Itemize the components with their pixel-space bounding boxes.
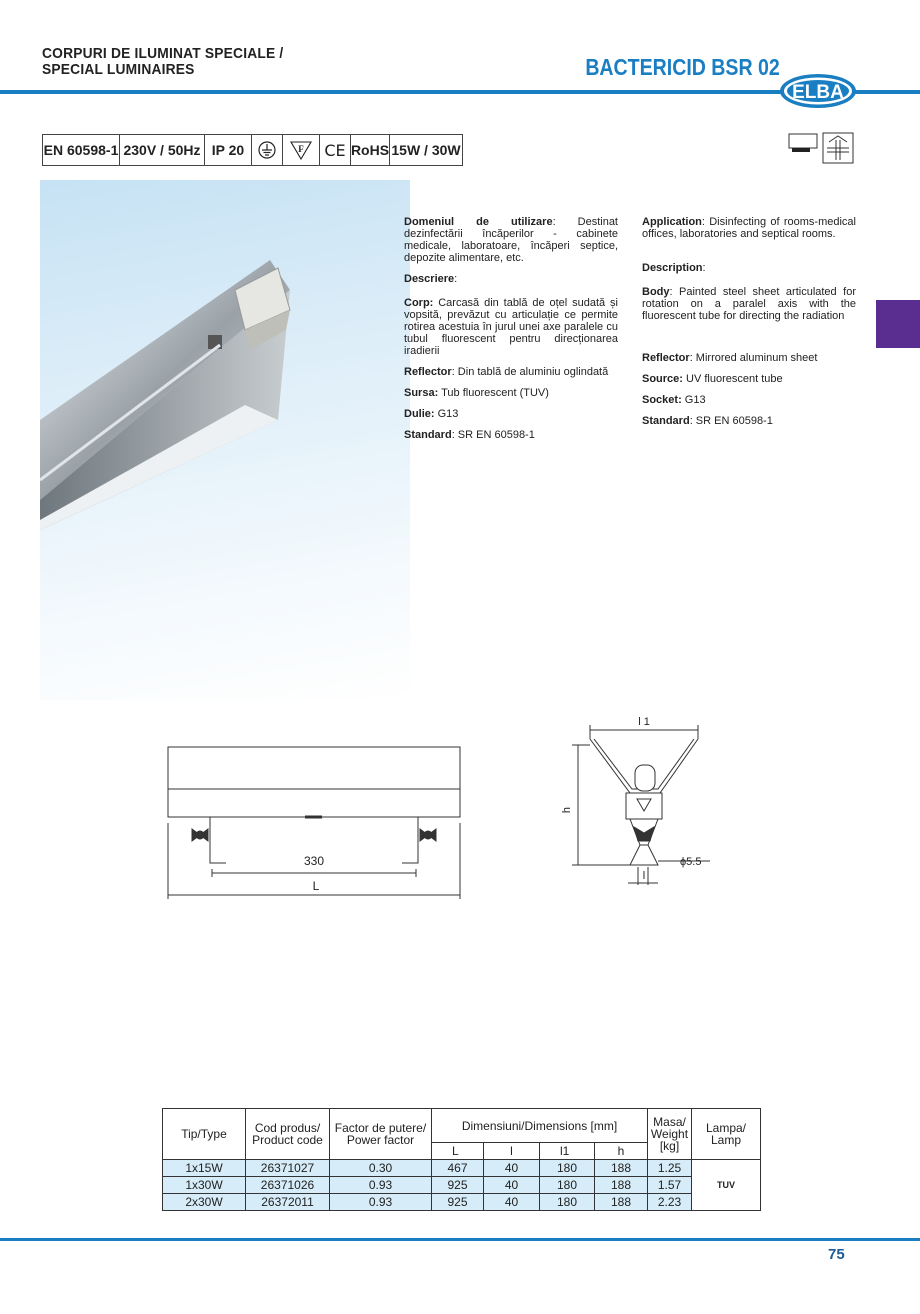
- page-number: 75: [828, 1246, 845, 1263]
- col-dim-L: L: [432, 1143, 484, 1160]
- ceiling-mount-icon: [822, 132, 854, 164]
- svg-text:F: F: [298, 144, 304, 154]
- mounting-icons: [788, 132, 854, 164]
- col-mass: Masa/ Weight [kg]: [648, 1109, 692, 1160]
- col-lamp: Lampa/ Lamp: [692, 1109, 761, 1160]
- category-heading: [42, 46, 283, 78]
- ce-mark: CE: [320, 135, 351, 165]
- dim-hole: ϕ5.5: [680, 856, 702, 868]
- col-dim-h: h: [595, 1143, 648, 1160]
- table-row: 1x30W 26371026 0.93 925 40 180 188 1.57: [163, 1177, 761, 1194]
- section-tab: [876, 300, 920, 348]
- source-ro: Sursa: Tub fluorescent (TUV): [404, 387, 549, 399]
- description-ro: [404, 216, 618, 450]
- col-type: Tip/Type: [163, 1109, 246, 1160]
- usage-ro-label: Domeniul de utilizare: [404, 216, 553, 228]
- product-table: [162, 1108, 761, 1211]
- description-ro-heading: Descriere:: [404, 273, 458, 285]
- reflector-ro: Reflector: Din tablă de aluminiu oglindată: [404, 366, 609, 378]
- standard-en: Standard: SR EN 60598-1: [642, 415, 773, 427]
- standard-ro: Standard: SR EN 60598-1: [404, 429, 535, 441]
- lamp-value: TUV: [692, 1160, 761, 1211]
- surface-mount-icon: [788, 132, 818, 160]
- category-line-1: CORPURI DE ILUMINAT SPECIALE /: [42, 45, 284, 62]
- footer-rule: [0, 1238, 920, 1241]
- spec-rohs: RoHS: [351, 135, 390, 165]
- table-row: 1x15W 26371027 0.30 467 40 180 188 1.25 TUV: [163, 1160, 761, 1177]
- body-ro: [404, 297, 618, 357]
- spec-ip-rating: IP 20: [205, 135, 252, 165]
- f-mark-icon: [283, 135, 320, 165]
- product-photo: [40, 180, 410, 700]
- usage-ro-text: : Destinat dezinfectării încăperilor - cabinete medicale, laboratoare, încăperi septice, depozite alimentare, etc.: [404, 216, 618, 264]
- body-ro-text: Carcasă din tablă de oțel sudată și vopsită, prevăzut cu articulație ce permite rotirea acestuia în jurul unei axe paralele cu tubul fluorescent pentru direcționarea iradierii: [404, 297, 618, 357]
- brand-logo-text: ELBA: [792, 82, 844, 103]
- col-dim-l: l: [484, 1143, 540, 1160]
- spec-wattage: 15W / 30W: [391, 142, 461, 158]
- description-en: [642, 216, 856, 436]
- col-dim-l1: l1: [540, 1143, 595, 1160]
- spec-bar: [42, 134, 463, 166]
- socket-en: Socket: G13: [642, 394, 706, 406]
- body-en: Body: Painted steel sheet articulated for rotation on a paralel axis with the fluorescent tube for directing the radiation: [642, 286, 856, 322]
- dim-l: l: [642, 870, 646, 882]
- description-en-heading: Description:: [642, 262, 706, 274]
- dim-L: L: [312, 879, 320, 893]
- earth-symbol-icon: [252, 135, 283, 165]
- technical-drawing: [150, 715, 750, 905]
- table-row: 2x30W 26372011 0.93 925 40 180 188 2.23: [163, 1194, 761, 1211]
- product-title: BACTERICID BSR 02: [585, 54, 780, 80]
- brand-logo: [778, 72, 858, 110]
- dim-330: 330: [303, 854, 325, 868]
- col-power-factor: Factor de putere/ Power factor: [330, 1109, 432, 1160]
- front-view: [168, 747, 460, 899]
- col-dimensions: Dimensiuni/Dimensions [mm]: [432, 1109, 648, 1143]
- category-line-2: SPECIAL LUMINAIRES: [42, 61, 195, 78]
- usage-ro: [404, 216, 618, 264]
- body-ro-label: Corp:: [404, 297, 434, 309]
- spec-voltage: 230V / 50Hz: [120, 135, 205, 165]
- dim-l1: l 1: [638, 716, 650, 728]
- source-en: Source: UV fluorescent tube: [642, 373, 783, 385]
- application-en: Application: Disinfecting of rooms-medical offices, laboratories and septical rooms.: [642, 216, 856, 240]
- reflector-en: Reflector: Mirrored aluminum sheet: [642, 352, 818, 364]
- col-code: Cod produs/ Product code: [246, 1109, 330, 1160]
- socket-ro: Dulie: G13: [404, 408, 459, 420]
- dim-h: h: [561, 806, 573, 814]
- spec-standard: EN 60598-1: [43, 135, 120, 165]
